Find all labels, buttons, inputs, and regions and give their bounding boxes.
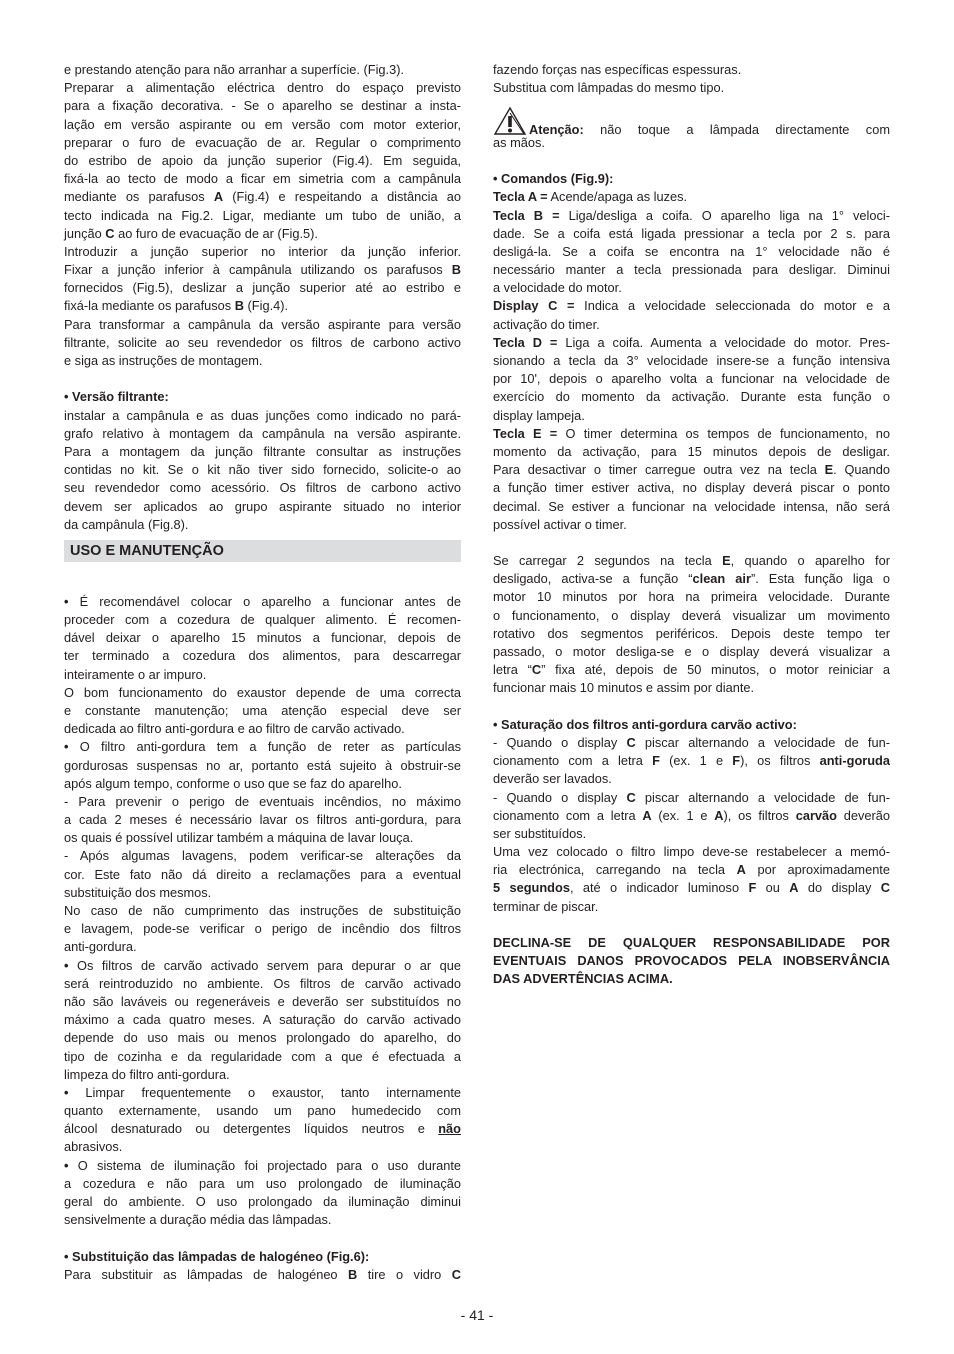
text-line: terminar de piscar.	[493, 898, 599, 914]
text-line: Tecla B = Liga/desliga a coifa. O aparelho liga na 1° veloci-	[493, 207, 890, 223]
paragraph	[64, 1248, 461, 1266]
text-line: para a fixação decorativa. - Se o aparelho se destinar a insta-	[64, 98, 461, 114]
paragraph	[64, 902, 461, 957]
text-line: Tecla E = O timer determina os tempos de funcionamento, no	[493, 425, 890, 441]
paragraph	[493, 297, 890, 333]
text-line: Tecla D = Liga a coifa. Aumenta a velocidade do motor. Pres-	[493, 334, 890, 350]
bold-text: C	[626, 789, 636, 805]
text-line: instalar a campânula e as duas junções como indicado no pará-	[64, 407, 461, 423]
text-line: Display C = Indica a velocidade seleccionada do motor e a	[493, 298, 890, 314]
paragraph	[64, 388, 461, 406]
paragraph	[64, 847, 461, 902]
text-line: dedicada ao filtro anti-gordura e ao filtro de carvão activado.	[64, 721, 405, 737]
paragraph	[64, 407, 461, 534]
paragraph	[64, 79, 461, 243]
text-line: não são laváveis ou regeneráveis e deverão ser substituídos no	[64, 993, 461, 1009]
text-line: activação do timer.	[493, 316, 600, 332]
bold-text: F	[652, 753, 660, 769]
bold-text: •	[64, 593, 69, 609]
text-line: ter terminado a cozedura dos alimentos, para descarregar	[64, 648, 461, 664]
text-line: grafo relativo à montagem da campânula na versão aspirante.	[64, 425, 461, 441]
text-line: álcool desnaturado ou detergentes líquidos neutros e não	[64, 1121, 461, 1137]
bold-text: • Versão filtrante:	[64, 389, 169, 405]
text-line: cionamento com a letra F (ex. 1 e F), os filtros anti-goruda	[493, 753, 890, 769]
text-line: depende do uso mais ou menos prolongado do aparelho, do	[64, 1030, 461, 1046]
paragraph	[493, 789, 890, 844]
spacer	[64, 370, 461, 388]
text-line: as mãos.	[493, 134, 545, 150]
text-line: passado, o motor desliga-se e o display deverá visualizar a	[493, 644, 890, 659]
bold-text: •	[64, 1084, 69, 1100]
text-line	[493, 170, 890, 188]
text-line: - Após algumas lavagens, podem verificar-se alterações da	[64, 848, 461, 864]
paragraph	[64, 1084, 461, 1157]
text-line: Atenção: não toque a lâmpada directamente com	[493, 116, 890, 134]
spacer	[493, 916, 890, 934]
text-line: Para transformar a campânula da versão aspirante para versão	[64, 316, 461, 332]
text-line: dável deixar o aparelho 15 minutos a funcionar, depois de	[64, 630, 461, 646]
bold-text: •	[64, 1157, 69, 1173]
left-column	[64, 61, 461, 1284]
text-line: • O filtro anti-gordura tem a função de reter as partículas	[64, 739, 461, 755]
bold-text: DAS ADVERTÊNCIAS ACIMA.	[493, 971, 673, 987]
text-line: funcionar mais 10 minutos e assim por diante.	[493, 680, 755, 696]
text-line: e constante manutenção; uma atenção especial deve ser	[64, 702, 461, 718]
text-line: tipo de cozinha e da regularidade com a que é efectuada a	[64, 1048, 461, 1064]
text-line: - Para prevenir o perigo de eventuais incêndios, no máximo	[64, 793, 461, 809]
text-line: mediante os parafusos A (Fig.4) e respeitando a distância ao	[64, 189, 461, 205]
text-line: da campânula (Fig.8).	[64, 516, 189, 532]
text-line: substituição dos mesmos.	[64, 884, 212, 900]
text-line: anti-gordura.	[64, 939, 137, 955]
text-line: necessário manter a tecla pressionada para desligar. Diminui	[493, 262, 890, 278]
spacer	[493, 152, 890, 170]
text-line: dade. Se a coifa está ligada pressionar a tecla por 2 s. para	[493, 225, 890, 241]
bold-text: Atenção:	[529, 121, 584, 137]
paragraph	[493, 61, 890, 79]
text-line: inteiramente o ar impuro.	[64, 666, 207, 682]
text-line: fazendo forças nas específicas espessuras.	[493, 62, 742, 77]
paragraph	[493, 552, 890, 698]
paragraph	[64, 1157, 461, 1230]
paragraph	[493, 188, 890, 206]
text-line: Para desactivar o timer carregue outra vez na tecla E. Quando	[493, 462, 890, 478]
text-line: Se carregar 2 segundos na tecla E, quando o aparelho for	[493, 553, 890, 569]
underlined-text: não	[438, 1121, 461, 1137]
paragraph	[64, 61, 461, 79]
paragraph	[64, 684, 461, 739]
spacer	[493, 534, 890, 552]
text-line: Substitua com lâmpadas do mesmo tipo.	[493, 80, 725, 96]
paragraph	[493, 334, 890, 425]
text-line: Preparar a alimentação eléctrica dentro do espaço previsto	[64, 80, 461, 96]
text-line: Introduzir a junção superior no interior da junção inferior.	[64, 243, 461, 259]
paragraph	[493, 170, 890, 188]
spacer	[493, 698, 890, 716]
bold-text: • Saturação dos filtros anti-gordura carvão activo:	[493, 716, 797, 732]
bold-text: •	[64, 739, 69, 755]
text-line: desligá-la. Se a coifa se encontra na 1° velocidade não é	[493, 243, 890, 259]
text-line: preparar o furo de evacuação de ar. Regular o comprimento	[64, 134, 461, 150]
text-line: geral do ambiente. O uso prolongado da iluminação diminui	[64, 1194, 461, 1210]
bold-text: Tecla E =	[493, 425, 558, 441]
bold-text: carvão	[795, 807, 837, 823]
bold-text: Tecla B =	[493, 207, 560, 223]
paragraph	[64, 593, 461, 684]
text-line: 5 segundos, até o indicador luminoso F ou A do display C	[493, 880, 890, 896]
spacer	[64, 1229, 461, 1247]
text-line: Para a montagem da junção filtrante consultar as instruções	[64, 443, 461, 459]
spacer	[64, 575, 461, 593]
paragraph	[493, 116, 890, 152]
bold-text: E	[824, 462, 834, 478]
text-line: fixá-la ao tecto de modo a ficar em simetria com a campânula	[64, 171, 461, 187]
paragraph	[64, 738, 461, 793]
text-line: motor 10 minutos por hora na primeira velocidade. Durante	[493, 589, 890, 605]
paragraph	[64, 793, 461, 848]
text-line: Fixar a junção inferior à campânula utilizando os parafusos B	[64, 262, 461, 278]
text-line: será reintroduzido no ambiente. Os filtros de carvão activado	[64, 975, 461, 991]
text-line	[493, 970, 890, 988]
text-line: decimal. Se estiver a funcionar na velocidade intensa, não será	[493, 498, 890, 514]
text-line: quanto externamente, usando um pano humedecido com	[64, 1103, 461, 1119]
section-heading: USO E MANUTENÇÃO	[64, 540, 461, 562]
text-line: máximo a cada quatro meses. A saturação do carvão activado	[64, 1012, 461, 1028]
text-line: contidas no kit. Se o kit não tiver sido fornecido, solicite-o ao	[64, 462, 461, 478]
bold-text: •	[64, 957, 69, 973]
text-line: exercício do momento da activação. Durante esta função o	[493, 389, 890, 405]
text-line	[493, 716, 890, 734]
warning-triangle-icon	[493, 116, 529, 134]
text-line: e siga as instruções de montagem.	[64, 353, 263, 368]
text-line: a cada 2 meses é necessário lavar os filtros anti-gordura, para	[64, 812, 461, 828]
text-line: - Quando o display C piscar alternando a velocidade de fun-	[493, 789, 890, 805]
paragraph	[64, 243, 461, 316]
bold-text: clean air	[692, 571, 751, 587]
paragraph	[493, 79, 890, 97]
text-line: No caso de não cumprimento das instruções de substituição	[64, 903, 461, 919]
paragraph	[493, 734, 890, 789]
text-line: devem ser aplicados ao grupo aspirante situado no interior	[64, 498, 461, 514]
text-line: rotativo dos segmentos periféricos. Depois deste tempo ter	[493, 625, 890, 641]
spacer	[493, 97, 890, 115]
text-line: fixá-la mediante os parafusos B (Fig.4).	[64, 298, 289, 314]
text-line: cor. Este fato não dá direito a reclamações para a eventual	[64, 866, 461, 882]
text-line: filtrante, solicite ao seu revendedor os filtros de carbono activo	[64, 334, 461, 350]
text-line: os quais é possível utilizar também a máquina de lavar louça.	[64, 830, 414, 846]
text-line	[493, 934, 890, 952]
text-line: - Quando o display C piscar alternando a velocidade de fun-	[493, 734, 890, 750]
text-line: Tecla A = Acende/apaga as luzes.	[493, 189, 688, 205]
text-line: após algum tempo, conforme o uso que se faz do aparelho.	[64, 775, 402, 791]
bold-text: C	[880, 880, 890, 896]
paragraph	[493, 207, 890, 298]
text-line: ria electrónica, carregando na tecla A por aproximadamente	[493, 862, 890, 878]
text-line: seu revendedor como acessório. Os filtros de carbono activo	[64, 480, 461, 496]
text-line: Uma vez colocado o filtro limpo deve-se restabelecer a memó-	[493, 844, 890, 860]
text-line: e lavagem, pode-se verificar o perigo de incêndio dos filtros	[64, 921, 461, 937]
bold-text: • Comandos (Fig.9):	[493, 171, 614, 187]
text-line: • É recomendável colocar o aparelho a funcionar antes de	[64, 593, 461, 609]
text-line: cionamento com a letra A (ex. 1 e A), os filtros carvão deverão	[493, 807, 890, 823]
paragraph	[493, 425, 890, 534]
text-line	[64, 1248, 461, 1266]
page-number: - 41 -	[460, 1307, 494, 1323]
paragraph	[493, 934, 890, 989]
text-line: fornecidos (Fig.5), deslizar a junção superior até ao estribo e	[64, 280, 461, 296]
bold-text: anti-goruda	[819, 753, 890, 769]
right-column	[493, 61, 890, 989]
text-line: a velocidade do motor.	[493, 280, 622, 296]
paragraph	[64, 316, 461, 371]
text-line: sensivelmente a duração média das lâmpadas.	[64, 1212, 332, 1228]
bold-text: EVENTUAIS DANOS PROVOCADOS PELA INOBSERVÂNCIA	[493, 953, 890, 969]
paragraph	[64, 957, 461, 1084]
text-line: o funcionamento, o display deverá visualizar um movimento	[493, 607, 890, 623]
bold-text: A	[736, 862, 746, 878]
text-line: gordurosas suspensas no ar, portanto está sujeito à obstruir-se	[64, 757, 461, 773]
text-line: possível activar o timer.	[493, 516, 627, 532]
text-line: ser substituídos.	[493, 825, 587, 841]
bold-text: B	[451, 262, 461, 278]
paragraph	[64, 1266, 461, 1284]
text-line: • O sistema de iluminação foi projectado para o uso durante	[64, 1157, 461, 1173]
text-line: tecto indicada na Fig.2. Ligar, mediante um tubo de união, a	[64, 207, 461, 223]
bold-text: 5 segundos	[493, 880, 570, 896]
bold-text: C	[531, 662, 542, 678]
text-line: a função timer estiver activa, no display deverá piscar o ponto	[493, 480, 890, 496]
text-line: abrasivos.	[64, 1139, 123, 1155]
bold-text: B	[234, 298, 244, 314]
text-line: • Os filtros de carvão activado servem para depurar o ar que	[64, 957, 461, 973]
bold-text: A	[714, 807, 724, 823]
bold-text: A	[642, 807, 652, 823]
bold-text: Tecla A =	[493, 189, 548, 205]
bold-text: C	[626, 734, 636, 750]
text-line: e prestando atenção para não arranhar a superfície. (Fig.3).	[64, 62, 405, 77]
bold-text: B	[348, 1266, 358, 1282]
text-line: proceder com a cozedura de qualquer alimento. É recomen-	[64, 612, 461, 628]
text-line: momento da activação, para 15 minutos depois de desligar.	[493, 443, 890, 459]
bold-text: • Substituição das lâmpadas de halogéneo (Fig.6):	[64, 1248, 370, 1264]
text-line: do estribo de apoio da junção superior (Fig.4). Em seguida,	[64, 152, 461, 168]
bold-text: F	[748, 880, 757, 896]
text-line: letra “C” fixa até, depois de 50 minutos, o motor reiniciar a	[493, 662, 890, 678]
paragraph	[493, 716, 890, 734]
text-line: por 10', depois o aparelho volta a funcionar na velocidade de	[493, 371, 890, 387]
text-line: display lampeja.	[493, 407, 585, 423]
bold-text: E	[722, 553, 731, 569]
text-line: sionando a tecla da 3° velocidade insere-se a função intensiva	[493, 353, 890, 368]
text-line	[64, 388, 461, 406]
text-line: a cozedura e não para um uso prolongado de iluminação	[64, 1175, 461, 1191]
bold-text: F	[732, 753, 741, 769]
bold-text: C	[451, 1266, 461, 1282]
bold-text: Display C =	[493, 298, 575, 314]
text-line: limpeza do filtro anti-gordura.	[64, 1066, 230, 1082]
bold-text: Tecla D =	[493, 334, 558, 350]
text-line: • Limpar frequentemente o exaustor, tanto internamente	[64, 1084, 461, 1100]
text-line: lação em versão aspirante ou em versão com motor exterior,	[64, 116, 461, 132]
text-line: desligado, activa-se a função “clean air”. Esta função liga o	[493, 571, 890, 587]
text-line: O bom funcionamento do exaustor depende de uma correcta	[64, 684, 461, 700]
text-line: Para substituir as lâmpadas de halogéneo B tire o vidro C	[64, 1266, 461, 1282]
text-line	[493, 952, 890, 970]
bold-text: C	[105, 225, 115, 241]
bold-text: DECLINA-SE DE QUALQUER RESPONSABILIDADE POR	[493, 935, 890, 950]
text-line: deverão ser lavados.	[493, 771, 612, 787]
text-line: junção C ao furo de evacuação de ar (Fig.5).	[64, 225, 318, 241]
paragraph	[493, 843, 890, 916]
bold-text: A	[213, 189, 224, 205]
bold-text: A	[789, 880, 799, 896]
